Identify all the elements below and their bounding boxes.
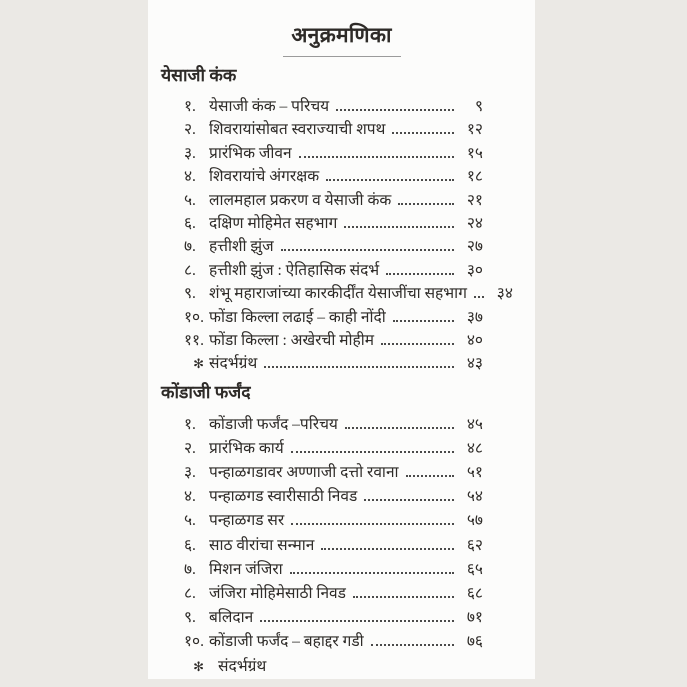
item-page: २४ — [466, 214, 483, 232]
toc-row — [184, 582, 483, 606]
item-title: मिशन जंजिरा — [209, 560, 283, 578]
item-title: फोंडा किल्ला लढाई – काही नोंदी — [209, 308, 386, 326]
toc-row-references — [184, 352, 483, 375]
item-page: ४० — [466, 331, 483, 349]
toc-row — [184, 235, 483, 258]
leader-dots — [344, 226, 454, 228]
leader-dots — [353, 596, 454, 598]
page-title: अनुक्रमणिका — [291, 23, 392, 47]
item-number: १. — [184, 415, 196, 433]
item-page: ४८ — [466, 439, 483, 457]
asterisk-icon: ✻ — [193, 658, 204, 674]
toc-row — [184, 413, 483, 437]
item-page: १२ — [466, 121, 483, 139]
item-title: शंभू महाराजांच्या कारकीर्दींत येसाजींचा सहभाग — [209, 285, 467, 303]
item-page: ३४ — [496, 285, 513, 303]
item-page: १८ — [466, 168, 483, 186]
item-number: १०. — [184, 633, 204, 651]
toc-row — [184, 606, 483, 630]
item-page: ४५ — [466, 415, 483, 433]
item-title: पन्हाळगड स्वारीसाठी निवड — [209, 488, 358, 506]
item-title: दक्षिण मोहिमेत सहभाग — [209, 214, 338, 232]
toc-row-references — [184, 655, 483, 679]
item-page: ९ — [474, 98, 483, 115]
leader-dots — [290, 572, 454, 574]
item-number: ६. — [184, 214, 196, 232]
toc-list-kondaji — [184, 413, 483, 679]
item-title: कोंडाजी फर्जंद –परिचय — [209, 415, 338, 433]
leader-dots — [371, 644, 454, 646]
leader-dots — [398, 203, 454, 205]
item-title: पन्हाळगड सर — [209, 512, 285, 530]
toc-row — [184, 142, 483, 165]
toc-row — [184, 329, 483, 352]
item-page: ६५ — [466, 560, 483, 578]
item-title: लालमहाल प्रकरण व येसाजी कंक — [209, 191, 392, 209]
item-title: संदर्भग्रंथ — [209, 355, 258, 373]
toc-row — [184, 118, 483, 141]
toc-row — [184, 282, 513, 305]
item-number: ४. — [184, 488, 196, 506]
item-page: २१ — [466, 191, 483, 209]
toc-row — [184, 630, 483, 654]
item-page: ७६ — [466, 633, 483, 651]
leader-dots — [264, 366, 454, 368]
item-number: ९. — [184, 609, 196, 627]
item-page: ५१ — [466, 464, 483, 482]
item-number: ६. — [184, 536, 196, 554]
item-page: १५ — [466, 144, 483, 162]
item-number: १. — [184, 98, 196, 115]
item-page: ५७ — [466, 512, 483, 530]
toc-row — [184, 259, 483, 282]
item-page: ३७ — [466, 308, 483, 326]
item-number: ९. — [184, 285, 196, 303]
toc-row — [184, 558, 483, 582]
leader-dots — [321, 548, 454, 550]
item-page: ४३ — [466, 355, 483, 373]
leader-dots — [364, 499, 454, 501]
leader-dots — [291, 523, 454, 525]
item-number: ३. — [184, 144, 196, 162]
item-title: संदर्भग्रंथ — [218, 657, 267, 675]
toc-list-yesaji — [184, 95, 513, 376]
item-title: येसाजी कंक – परिचय — [209, 98, 330, 115]
title-block — [148, 0, 535, 57]
item-title: हत्तीशी झुंज — [209, 238, 274, 256]
item-page: ६२ — [466, 536, 483, 554]
item-title: हत्तीशी झुंज : ऐतिहासिक संदर्भ — [209, 261, 380, 279]
item-number: १०. — [184, 308, 204, 326]
asterisk-icon: ✻ — [193, 356, 204, 372]
leader-dots — [326, 179, 454, 181]
leader-dots — [336, 109, 454, 111]
item-number: २. — [184, 121, 196, 139]
item-number: ७. — [184, 238, 196, 256]
book-page — [148, 0, 535, 679]
item-number: ५. — [184, 191, 196, 209]
toc-row — [184, 509, 483, 533]
item-number: ८. — [184, 261, 196, 279]
item-title: प्रारंभिक कार्य — [209, 439, 284, 457]
leader-dots — [392, 132, 454, 134]
item-page: २७ — [466, 238, 483, 256]
item-page: ७१ — [466, 609, 483, 627]
item-page: ६८ — [466, 585, 483, 602]
item-title: शिवरायांचे अंगरक्षक — [209, 168, 320, 186]
item-title: साठ वीरांचा सन्मान — [209, 536, 315, 554]
item-title: पन्हाळगडावर अण्णाजी दत्तो रवाना — [209, 464, 399, 482]
toc-row — [184, 485, 483, 509]
item-title: प्रारंभिक जीवन — [209, 144, 292, 162]
item-number: ७. — [184, 560, 196, 578]
toc-row — [184, 437, 483, 461]
leader-dots — [393, 320, 454, 322]
leader-dots — [381, 343, 454, 345]
toc-row — [184, 189, 483, 212]
toc-row — [184, 165, 483, 188]
item-title: शिवरायांसोबत स्वराज्याची शपथ — [209, 121, 386, 139]
leader-dots — [345, 427, 454, 429]
item-number: ३. — [184, 464, 196, 482]
item-number: ११. — [184, 331, 204, 349]
section-heading-yesaji: येसाजी कंक — [161, 65, 237, 85]
leader-dots — [406, 475, 454, 477]
title-underline — [283, 56, 401, 57]
item-page: ३० — [466, 261, 483, 279]
toc-row — [184, 212, 483, 235]
leader-dots — [260, 620, 454, 622]
toc-row — [184, 95, 483, 118]
item-number: ५. — [184, 512, 196, 530]
leader-dots — [291, 451, 454, 453]
item-title: कोंडाजी फर्जंद – बहाद्दर गडी — [209, 633, 364, 651]
leader-dots — [299, 156, 454, 158]
item-title: बलिदान — [209, 609, 254, 627]
item-title: फोंडा किल्ला : अखेरची मोहीम — [209, 331, 375, 349]
section-heading-kondaji: कोंडाजी फर्जंद — [161, 381, 251, 402]
leader-dots — [281, 249, 454, 251]
item-number: ४. — [184, 168, 196, 186]
leader-dots — [386, 273, 454, 275]
toc-row — [184, 306, 483, 329]
item-page: ५४ — [466, 488, 483, 506]
toc-row — [184, 461, 483, 485]
toc-row — [184, 534, 483, 558]
leader-dots — [474, 296, 484, 298]
item-title: जंजिरा मोहिमेसाठी निवड — [209, 585, 346, 602]
item-number: २. — [184, 439, 196, 457]
item-number: ८. — [184, 585, 196, 602]
